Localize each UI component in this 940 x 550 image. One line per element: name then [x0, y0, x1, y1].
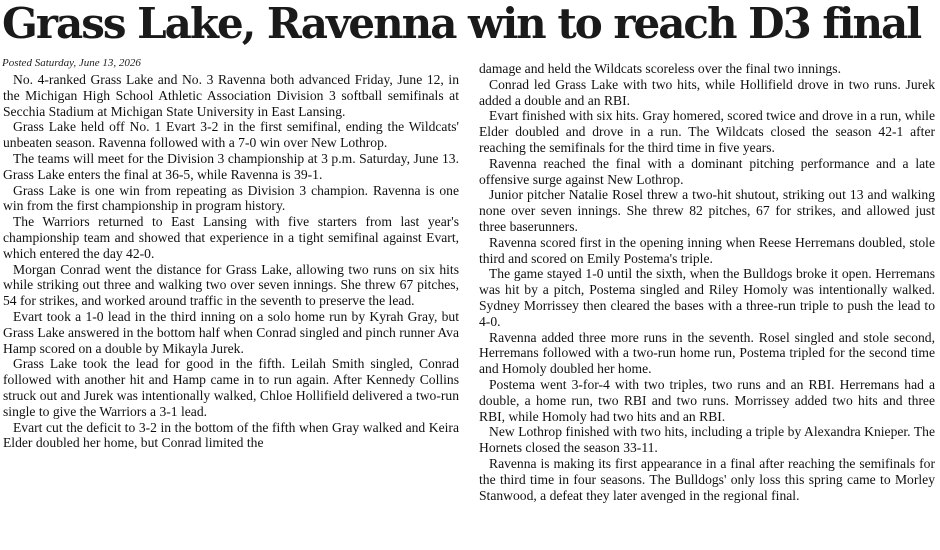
article-paragraph: Grass Lake took the lead for good in the fifth. Leilah Smith singled, Conrad followed with another hit and Hamp came in to run again. After Kennedy Collins struck out and Jurek was intentionally walked, Chloe Hollifield delivered a two-run single to give the Warriors a 3-1 lead.: [3, 356, 459, 419]
article-paragraph: Ravenna reached the final with a dominant pitching performance and a late offensive surge against New Lothrop.: [479, 155, 935, 187]
article-paragraph: Ravenna scored first in the opening inning when Reese Herremans doubled, stole third and scored on Emily Postema's triple.: [479, 234, 935, 266]
article-paragraph: New Lothrop finished with two hits, including a triple by Alexandra Knieper. The Hornets closed the season 33-11.: [479, 424, 935, 456]
article-dateline: Posted Saturday, June 13, 2026: [2, 57, 141, 69]
article-paragraph: Ravenna added three more runs in the seventh. Rosel singled and stole second, Herremans followed with a two-run home run, Postema tripled for the second time and Homoly doubled her home.: [479, 329, 935, 377]
article-paragraph-continued: damage and held the Wildcats scoreless over the final two innings.: [479, 61, 841, 76]
article-paragraph: Morgan Conrad went the distance for Grass Lake, allowing two runs on six hits while striking out three and walking two over seven innings. She threw 67 pitches, 54 for strikes, and worked around traffic in the seventh to preserve the lead.: [3, 261, 459, 309]
article-paragraph: Evart cut the deficit to 3-2 in the bottom of the fifth when Gray walked and Keira Elder doubled her home, but Conrad limited the: [3, 419, 459, 451]
article-paragraph: Evart took a 1-0 lead in the third inning on a solo home run by Kyrah Gray, but Grass Lake answered in the bottom half when Conrad singled and pinch runner Ava Hamp scored on a double by Mikayla Jurek.: [3, 308, 459, 356]
article-paragraph: The game stayed 1-0 until the sixth, when the Bulldogs broke it open. Herremans was hit by a pitch, Postema singled and Riley Homoly was intentionally walked. Sydney Morrissey then cleared the bases with a three-run triple to push the lead to 4-0.: [479, 266, 935, 329]
article-paragraph: Grass Lake is one win from repeating as Division 3 champion. Ravenna is one win from the first championship in program history.: [3, 182, 459, 214]
article-paragraph: Grass Lake held off No. 1 Evart 3-2 in the first semifinal, ending the Wildcats' unbeaten season. Ravenna followed with a 7-0 win over New Lothrop.: [3, 119, 459, 151]
article-column-left: [3, 72, 459, 451]
article-paragraph: Junior pitcher Natalie Rosel threw a two-hit shutout, striking out 13 and walking none over seven innings. She threw 82 pitches, 67 for strikes, and allowed just three baserunners.: [479, 187, 935, 234]
article-paragraph: Ravenna is making its first appearance in a final after reaching the semifinals for the third time in four seasons. The Bulldogs' only loss this spring came to Morley Stanwood, a defeat they later avenged in the regional final.: [479, 455, 935, 503]
article-paragraph: Conrad led Grass Lake with two hits, while Hollifield drove in two runs. Jurek added a double and an RBI.: [479, 76, 935, 108]
article-headline: Grass Lake, Ravenna win to reach D3 final: [2, 0, 921, 48]
article-paragraph: Evart finished with six hits. Gray homered, scored twice and drove in a run, while Elder doubled and drove in a run. The Wildcats closed the season 42-1 after reaching the semifinals for the third time in five years.: [479, 108, 935, 155]
article-column-right: [479, 61, 935, 503]
article-paragraph: The Warriors returned to East Lansing with five starters from last year's championship team and showed that experience in a tight semifinal against Evart, which entered the day 42-0.: [3, 214, 459, 261]
article-paragraph: Postema went 3-for-4 with two triples, two runs and an RBI. Herremans had a double, a home run, two RBI and two runs. Morrissey added two hits and three RBI, while Homoly had two hits and an RBI.: [479, 376, 935, 424]
article-paragraph: The teams will meet for the Division 3 championship at 3 p.m. Saturday, June 13. Grass Lake enters the final at 36-5, while Ravenna is 39-1.: [3, 150, 459, 182]
article-paragraph: No. 4-ranked Grass Lake and No. 3 Ravenna both advanced Friday, June 12, in the Michigan High School Athletic Association Division 3 softball semifinals at Secchia Stadium at Michigan State University in East Lansing.: [3, 72, 459, 119]
